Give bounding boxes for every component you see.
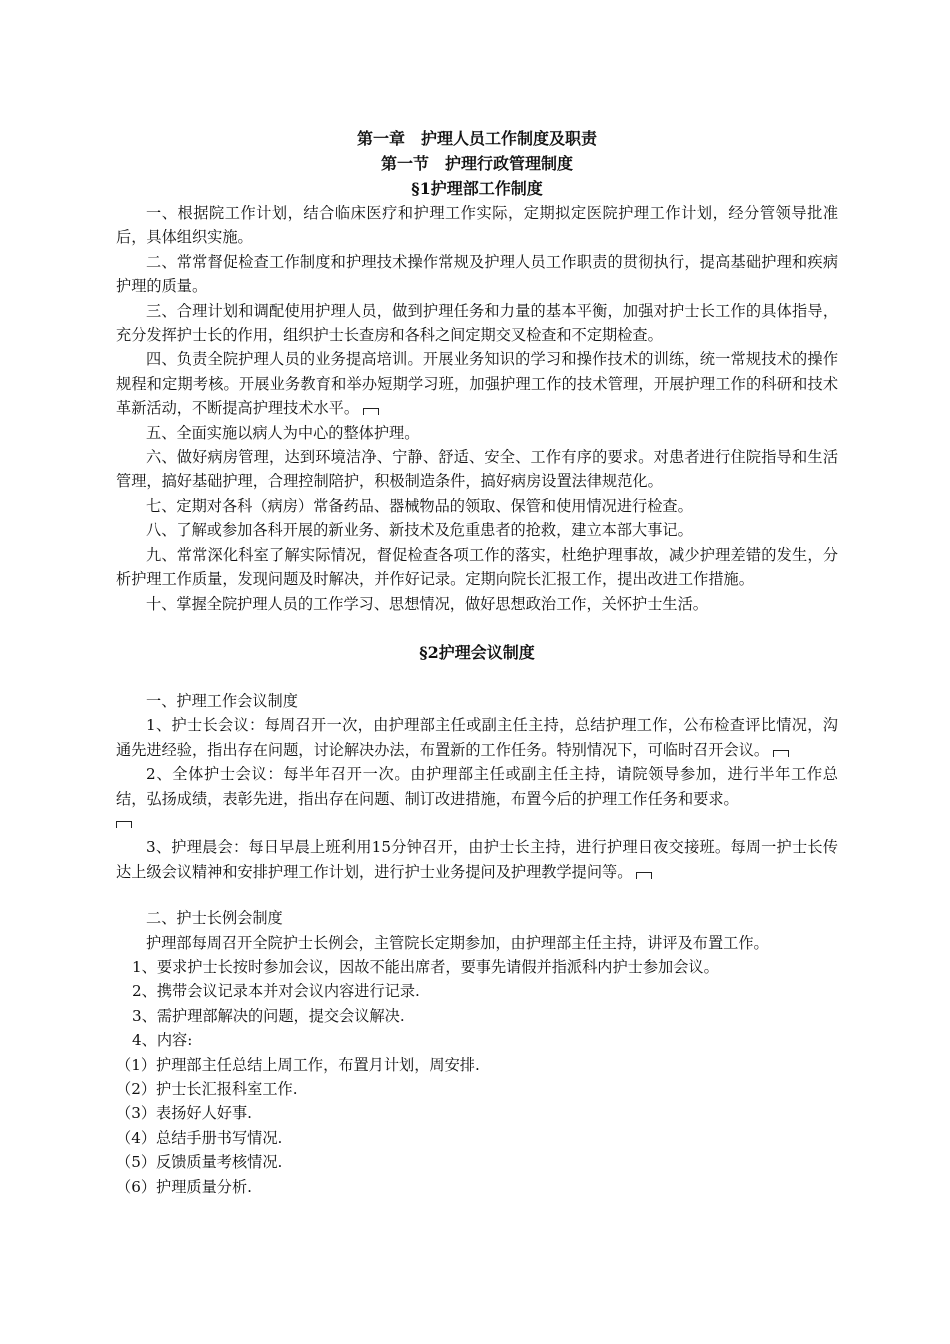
content-item: （3）表扬好人好事. <box>116 1104 252 1123</box>
paragraph: 护理部每周召开全院护士长例会，主管院长定期参加，由护理部主任主持，讲评及布置工作。 <box>146 933 769 952</box>
paragraph: 九、常常深化科室了解实际情况，督促检查各项工作的落实，杜绝护理事故，减少护理差错的发生，分析护理工作质量，发现问题及时解决，并作好记录。定期向院长汇报工作，提出改进工作措施。 <box>116 545 838 589</box>
paragraph-mark-icon <box>363 408 379 415</box>
chapter-title: 第一章 护理人员工作制度及职责 <box>356 129 597 148</box>
paragraph-mark-icon <box>773 750 789 757</box>
paragraph: 五、全面实施以病人为中心的整体护理。 <box>146 423 420 442</box>
paragraph-text: 3、护理晨会：每日早晨上班利用15分钟召开，由护士长主持，进行护理日夜交接班。每周一护士长传达上级会议精神和安排护理工作计划，进行护士业务提问及护理教学提问等。 <box>116 838 838 881</box>
paragraph-mark-icon <box>636 872 652 879</box>
subsection-title-1: §1护理部工作制度 <box>411 179 543 198</box>
part-title: 二、护士长例会制度 <box>146 909 283 928</box>
paragraph <box>116 835 838 884</box>
list-item: 2、携带会议记录本并对会议内容进行记录. <box>132 982 420 1001</box>
paragraph: 十、掌握全院护理人员的工作学习、思想情况，做好思想政治工作，关怀护士生活。 <box>146 594 708 613</box>
content-item: （6）护理质量分析. <box>116 1177 252 1196</box>
paragraph <box>116 347 838 420</box>
spacer <box>116 884 838 906</box>
paragraph: 二、常常督促检查工作制度和护理技术操作常规及护理人员工作职责的贯彻执行，提高基础护理和疾病护理的质量。 <box>116 252 838 296</box>
spacer <box>116 665 838 689</box>
paragraph-mark-icon <box>116 821 132 828</box>
content-item: （5）反馈质量考核情况. <box>116 1153 283 1172</box>
content-item: （1）护理部主任总结上周工作，布置月计划，周安排. <box>116 1055 480 1074</box>
content-item: （2）护士长汇报科室工作. <box>116 1079 298 1098</box>
paragraph: 一、根据院工作计划，结合临床医疗和护理工作实际，定期拟定医院护理工作计划，经分管领导批准后，具体组织实施。 <box>116 204 838 247</box>
mark-line <box>116 811 838 835</box>
paragraph: 七、定期对各科（病房）常备药品、器械物品的领取、保管和使用情况进行检查。 <box>146 496 693 515</box>
subsection-title-2: §2护理会议制度 <box>419 642 535 662</box>
part-title: 一、护理工作会议制度 <box>146 691 298 710</box>
spacer <box>116 616 838 640</box>
paragraph-text: 四、负责全院护理人员的业务提高培训。开展业务知识的学习和操作技术的训练，统一常规技术的操作规程和定期考核。开展业务教育和举办短期学习班，加强护理工作的技术管理，开展护理工作的科研和技术革新活动，不断提高护理技术水平。 <box>116 350 838 418</box>
content-item: （4）总结手册书写情况. <box>116 1128 283 1147</box>
paragraph: 2、全体护士会议：每半年召开一次。由护理部主任或副主任主持，请院领导参加，进行半年工作总结，弘扬成绩，表彰先进，指出存在问题、制订改进措施，布置今后的护理工作任务和要求。 <box>116 765 838 808</box>
paragraph: 三、合理计划和调配使用护理人员，做到护理任务和力量的基本平衡，加强对护士长工作的具体指导，充分发挥护士长的作用，组织护士长查房和各科之间定期交叉检查和不定期检查。 <box>116 301 838 345</box>
list-item: 1、要求护士长按时参加会议，因故不能出席者，要事先请假并指派科内护士参加会议。 <box>132 957 719 976</box>
list-item: 3、需护理部解决的问题，提交会议解决. <box>132 1006 405 1025</box>
paragraph <box>116 713 838 762</box>
paragraph: 八、了解或参加各科开展的新业务、新技术及危重患者的抢救，建立本部大事记。 <box>146 521 693 540</box>
section-title: 第一节 护理行政管理制度 <box>380 154 573 173</box>
list-item: 4、内容: <box>132 1031 193 1050</box>
paragraph: 六、做好病房管理，达到环境洁净、宁静、舒适、安全、工作有序的要求。对患者进行住院指导和生活管理，搞好基础护理，合理控制陪护，积极制造条件，搞好病房设置法律规范化。 <box>116 448 838 491</box>
paragraph-text: 1、护士长会议：每周召开一次，由护理部主任或副主任主持，总结护理工作，公布检查评比情况，沟通先进经验，指出存在问题，讨论解决办法，布置新的工作任务。特别情况下，可临时召开会议。 <box>116 716 838 759</box>
document-body <box>116 126 838 1199</box>
